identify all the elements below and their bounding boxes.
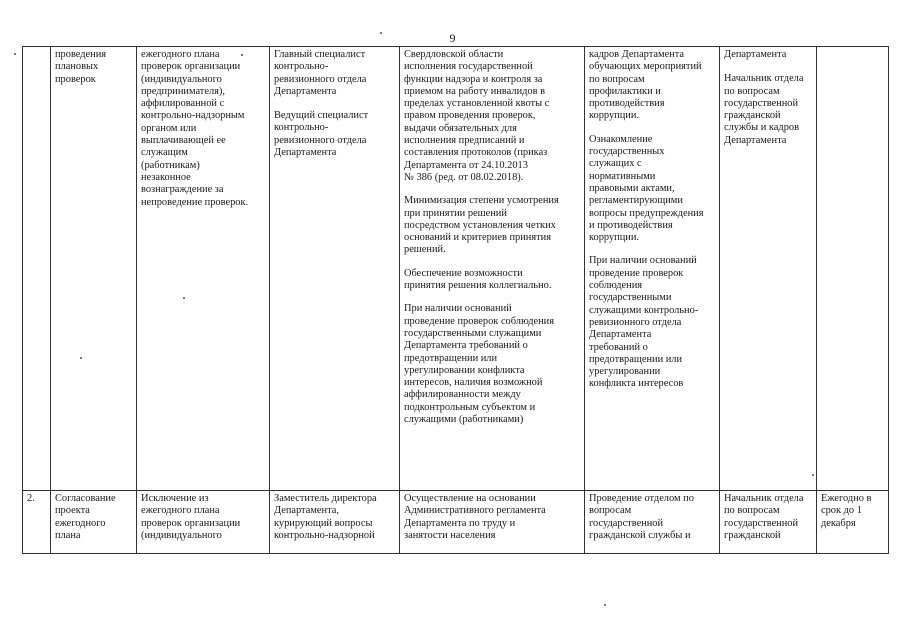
cell-stage: Согласование проекта ежегодного плана bbox=[51, 491, 137, 554]
cell-corruption-risk: Исключение из ежегодного плана проверок организации (индивидуального bbox=[137, 491, 270, 554]
cell-minimization-measures: Свердловской области исполнения государственной функции надзора и контроля за приемом на работу инвалидов в пределах установленной квоты с правом проведения проверок, выдачи обязательных для исполнения предписаний и составления протоколов (приказ Департамента от 24.10.2013 № 386 (ред. от 08.02.2018). Минимизация степени усмотрения при принятии решений посредством установления четких оснований и критериев принятия решений. Обеспечение возможности принятия решения коллегиально. При наличии оснований проведение проверок соблюдения государственными служащими Департамента требований о предотвращении или урегулировании конфликта интересов, наличия возможной аффилированности между подконтрольным субъектом и служащими (работниками) bbox=[400, 47, 585, 491]
anticorruption-measures-table bbox=[22, 46, 889, 554]
table-row bbox=[23, 491, 889, 554]
cell-positions: Заместитель директора Департамента, курирующий вопросы контрольно-надзорной bbox=[270, 491, 400, 554]
page-number: 9 bbox=[449, 31, 456, 45]
cell-prevention-measures: Проведение отделом по вопросам государственной гражданской службы и bbox=[585, 491, 720, 554]
scan-speck bbox=[604, 604, 606, 606]
cell-stage: проведения плановых проверок bbox=[51, 47, 137, 491]
cell-deadline bbox=[817, 47, 889, 491]
scan-speck bbox=[14, 53, 16, 55]
cell-minimization-measures: Осуществление на основании Административного регламента Департамента по труду и занятости населения bbox=[400, 491, 585, 554]
scan-speck bbox=[812, 474, 814, 476]
cell-corruption-risk: ежегодного плана проверок организации (индивидуального предпринимателя), аффилированной с контрольно-надзорным органом или выплачивающей ее служащим (работникам) незаконное вознаграждение за непроведение проверок. bbox=[137, 47, 270, 491]
scan-speck bbox=[241, 54, 243, 56]
cell-responsible: Департамента Начальник отдела по вопросам государственной гражданской службы и кадров Департамента bbox=[720, 47, 817, 491]
cell-positions: Главный специалист контрольно- ревизионного отдела Департамента Ведущий специалист контрольно- ревизионного отдела Департамента bbox=[270, 47, 400, 491]
cell-number bbox=[23, 47, 51, 491]
scan-speck bbox=[80, 357, 82, 359]
cell-responsible: Начальник отдела по вопросам государственной гражданской bbox=[720, 491, 817, 554]
scan-speck bbox=[380, 32, 382, 34]
table-row bbox=[23, 47, 889, 491]
cell-prevention-measures: кадров Департамента обучающих мероприятий по вопросам профилактики и противодействия коррупции. Ознакомление государственных служащих с нормативными правовыми актами, регламентирующими вопросы предупреждения и противодействия коррупции. При наличии оснований проведение проверок соблюдения государственными служащими контрольно- ревизионного отдела Департамента требований о предотвращении или урегулировании конфликта интересов bbox=[585, 47, 720, 491]
scan-speck bbox=[183, 297, 185, 299]
cell-number: 2. bbox=[23, 491, 51, 554]
cell-deadline: Ежегодно в срок до 1 декабря bbox=[817, 491, 889, 554]
